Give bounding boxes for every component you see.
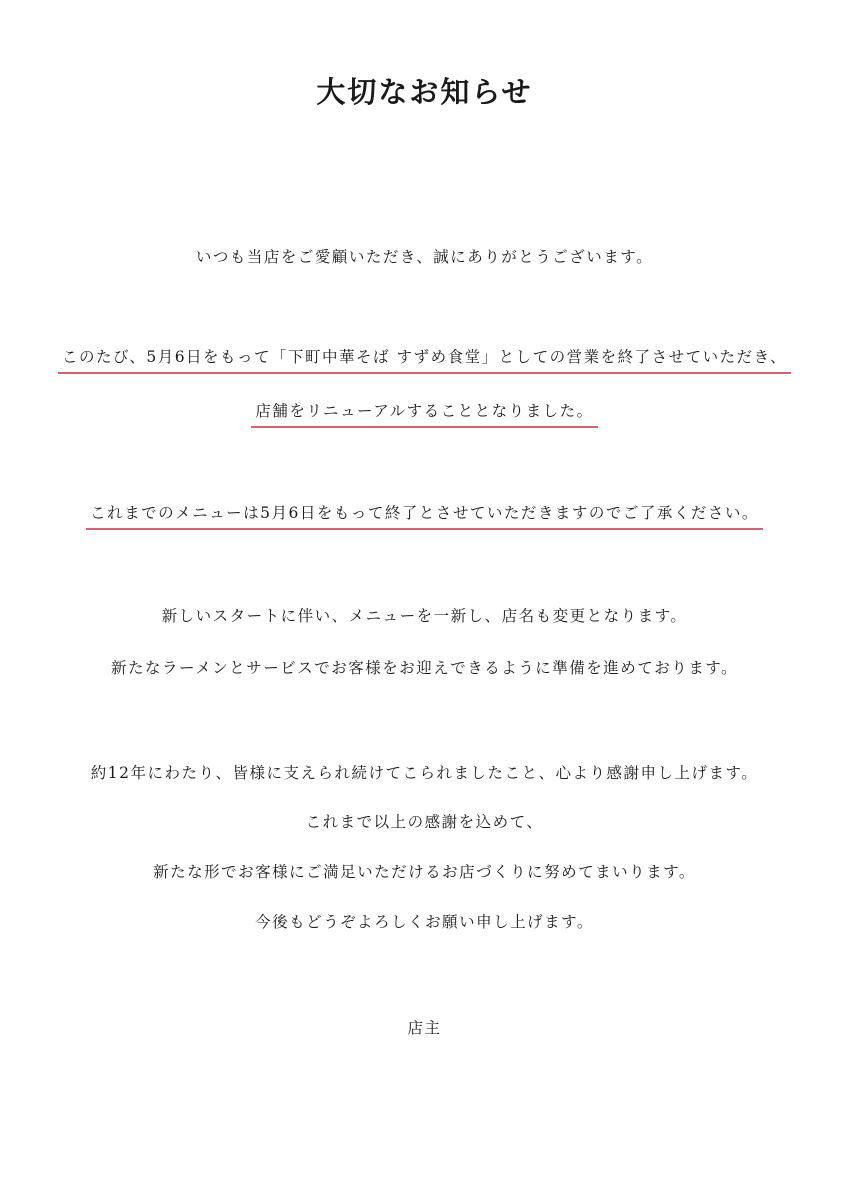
page-title: 大切なお知らせ xyxy=(316,75,533,109)
thanks-line-3: 新たな形でお客様にご満足いただけるお店づくりに努めてまいります。 xyxy=(153,863,696,881)
thanks-line-2: これまで以上の感謝を込めて、 xyxy=(305,813,544,831)
signature: 店主 xyxy=(407,1019,442,1037)
greeting-text: いつも当店をご愛顧いただき、誠にありがとうございます。 xyxy=(195,248,654,266)
renewal-line-1: このたび、5月6日をもって「下町中華そば すずめ食堂」としての営業を終了させていただき、 xyxy=(58,346,791,374)
renewal-line-1-row xyxy=(0,346,849,374)
thanks-line-1: 約12年にわたり、皆様に支えられ続けてこられましたこと、心より感謝申し上げます。 xyxy=(90,764,759,782)
renewal-line-2-row xyxy=(0,400,849,428)
new-start-line-2: 新たなラーメンとサービスでお客様をお迎えできるように準備を進めております。 xyxy=(111,659,738,677)
menu-notice: これまでのメニューは5月6日をもって終了とさせていただきますのでご了承ください。 xyxy=(86,502,763,530)
new-start-line-1: 新しいスタートに伴い、メニューを一新し、店名も変更となります。 xyxy=(161,607,688,625)
thanks-line-4: 今後もどうぞよろしくお願い申し上げます。 xyxy=(255,913,594,931)
menu-notice-row xyxy=(0,502,849,530)
renewal-line-2: 店舗をリニューアルすることとなりました。 xyxy=(251,400,597,428)
